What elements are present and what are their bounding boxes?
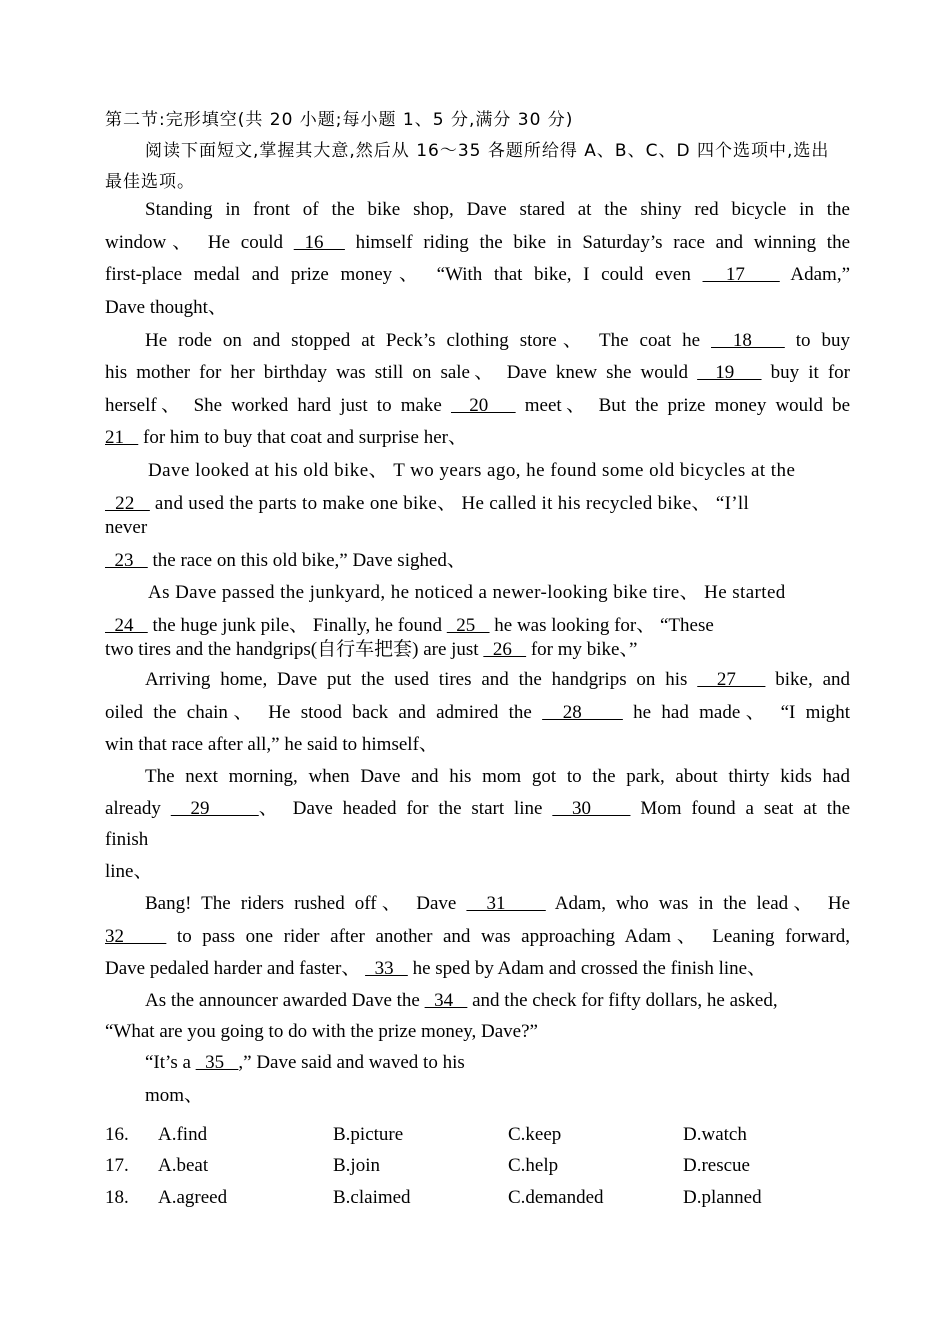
blank-29: 29 [170,798,259,819]
passage-line-8: 21 for him to buy that coat and surprise her、 [105,427,467,448]
blank-28: 28 [542,702,623,723]
passage-line-10: 22 and used the parts to make one bike、 He called it his recycled bike、 “I’ll [105,493,750,514]
blank-26: 26 [483,639,527,660]
blank-27: 27 [697,669,766,690]
option-a: A.find [158,1124,208,1145]
blank-20: 20 [450,395,516,416]
blank-30: 30 [552,798,631,819]
passage-line-21: finish [105,829,149,850]
passage-line-28: “It’s a 35 ,” Dave said and waved to his [145,1052,465,1073]
passage-line-9: Dave looked at his old bike、 T wo years ago, he found some old bicycles at the [148,460,796,481]
passage-line-22: line、 [105,861,153,882]
blank-18: 18 [711,330,785,351]
passage-line-3: first-place medal and prize money、 “With that bike, I could even 17 Adam,” [105,264,850,285]
option-a: A.beat [158,1155,209,1176]
passage-line-12: 23 the race on this old bike,” Dave sighed、 [105,550,466,571]
passage-line-16: Arriving home, Dave put the used tires and the handgrips on his 27 bike, and [145,669,850,690]
passage-line-1: Standing in front of the bike shop, Dave stared at the shiny red bicycle in the [145,199,850,220]
blank-23: 23 [105,550,148,571]
passage-line-24: 32 to pass one rider after another and was approaching Adam、 Leaning forward, [105,926,851,947]
passage-line-15: two tires and the handgrips(自行车把套) are just 26 for my bike、” [105,639,638,660]
blank-31: 31 [466,893,546,914]
blank-19: 19 [697,362,762,383]
blank-34: 34 [424,990,468,1011]
passage-line-18: win that race after all,” he said to himself、 [105,734,438,755]
question-number: 16. [105,1124,129,1145]
option-c: C.help [508,1155,559,1176]
passage-line-14: 24 the huge junk pile、 Finally, he found 25 he was looking for、 “These [105,615,714,636]
question-number: 18. [105,1187,129,1208]
passage-line-23: Bang! The riders rushed off、 Dave 31 Adam, who was in the lead、 He [145,893,851,914]
option-b: B.claimed [333,1187,411,1208]
question-number: 17. [105,1155,129,1176]
section-title: 第二节:完形填空(共 20 小题;每小题 1、5 分,满分 30 分) [105,110,574,130]
option-c: C.keep [508,1124,562,1145]
passage-line-7: herself、 She worked hard just to make 20 meet、 But the prize money would be [105,395,851,416]
passage-line-20: already 29 、 Dave headed for the start line 30 Mom found a seat at the [105,798,851,819]
blank-35: 35 [195,1052,239,1073]
passage-line-6: his mother for her birthday was still on sale、 Dave knew she would 19 buy it for [105,362,851,383]
blank-21: 21 [105,427,139,448]
blank-33: 33 [365,958,408,979]
option-d: D.watch [683,1124,747,1145]
passage-line-25: Dave pedaled harder and faster、 33 he sped by Adam and crossed the finish line、 [105,958,767,979]
passage-line-19: The next morning, when Dave and his mom got to the park, about thirty kids had [145,766,850,787]
passage-line-13: As Dave passed the junkyard, he noticed a newer-looking bike tire、 He started [148,582,786,603]
passage-line-5: He rode on and stopped at Peck’s clothing store、 The coat he 18 to buy [145,330,851,351]
blank-24: 24 [105,615,148,636]
passage-line-4: Dave thought、 [105,297,227,318]
blank-17: 17 [702,264,780,285]
option-c: C.demanded [508,1187,604,1208]
option-d: D.planned [683,1187,762,1208]
passage-line-29: mom、 [145,1085,204,1106]
blank-16: 16 [293,232,345,253]
passage-line-11: never [105,517,148,538]
blank-32: 32 [105,926,167,947]
passage-line-26: As the announcer awarded Dave the 34 and the check for fifty dollars, he asked, [145,990,778,1011]
option-b: B.join [333,1155,380,1176]
blank-25: 25 [446,615,490,636]
option-a: A.agreed [158,1187,228,1208]
blank-22: 22 [105,493,150,514]
option-d: D.rescue [683,1155,750,1176]
instructions-line-1: 阅读下面短文,掌握其大意,然后从 16～35 各题所给得 A、B、C、D 四个选项中,选出 [145,141,830,161]
option-b: B.picture [333,1124,404,1145]
passage-line-2: window、 He could 16 himself riding the bike in Saturday’s race and winning the [105,232,851,253]
instructions-line-2: 最佳选项。 [105,172,195,192]
passage-line-17: oiled the chain、 He stood back and admired the 28 he had made、 “I might [105,702,851,723]
passage-line-27: “What are you going to do with the prize money, Dave?” [105,1021,538,1042]
